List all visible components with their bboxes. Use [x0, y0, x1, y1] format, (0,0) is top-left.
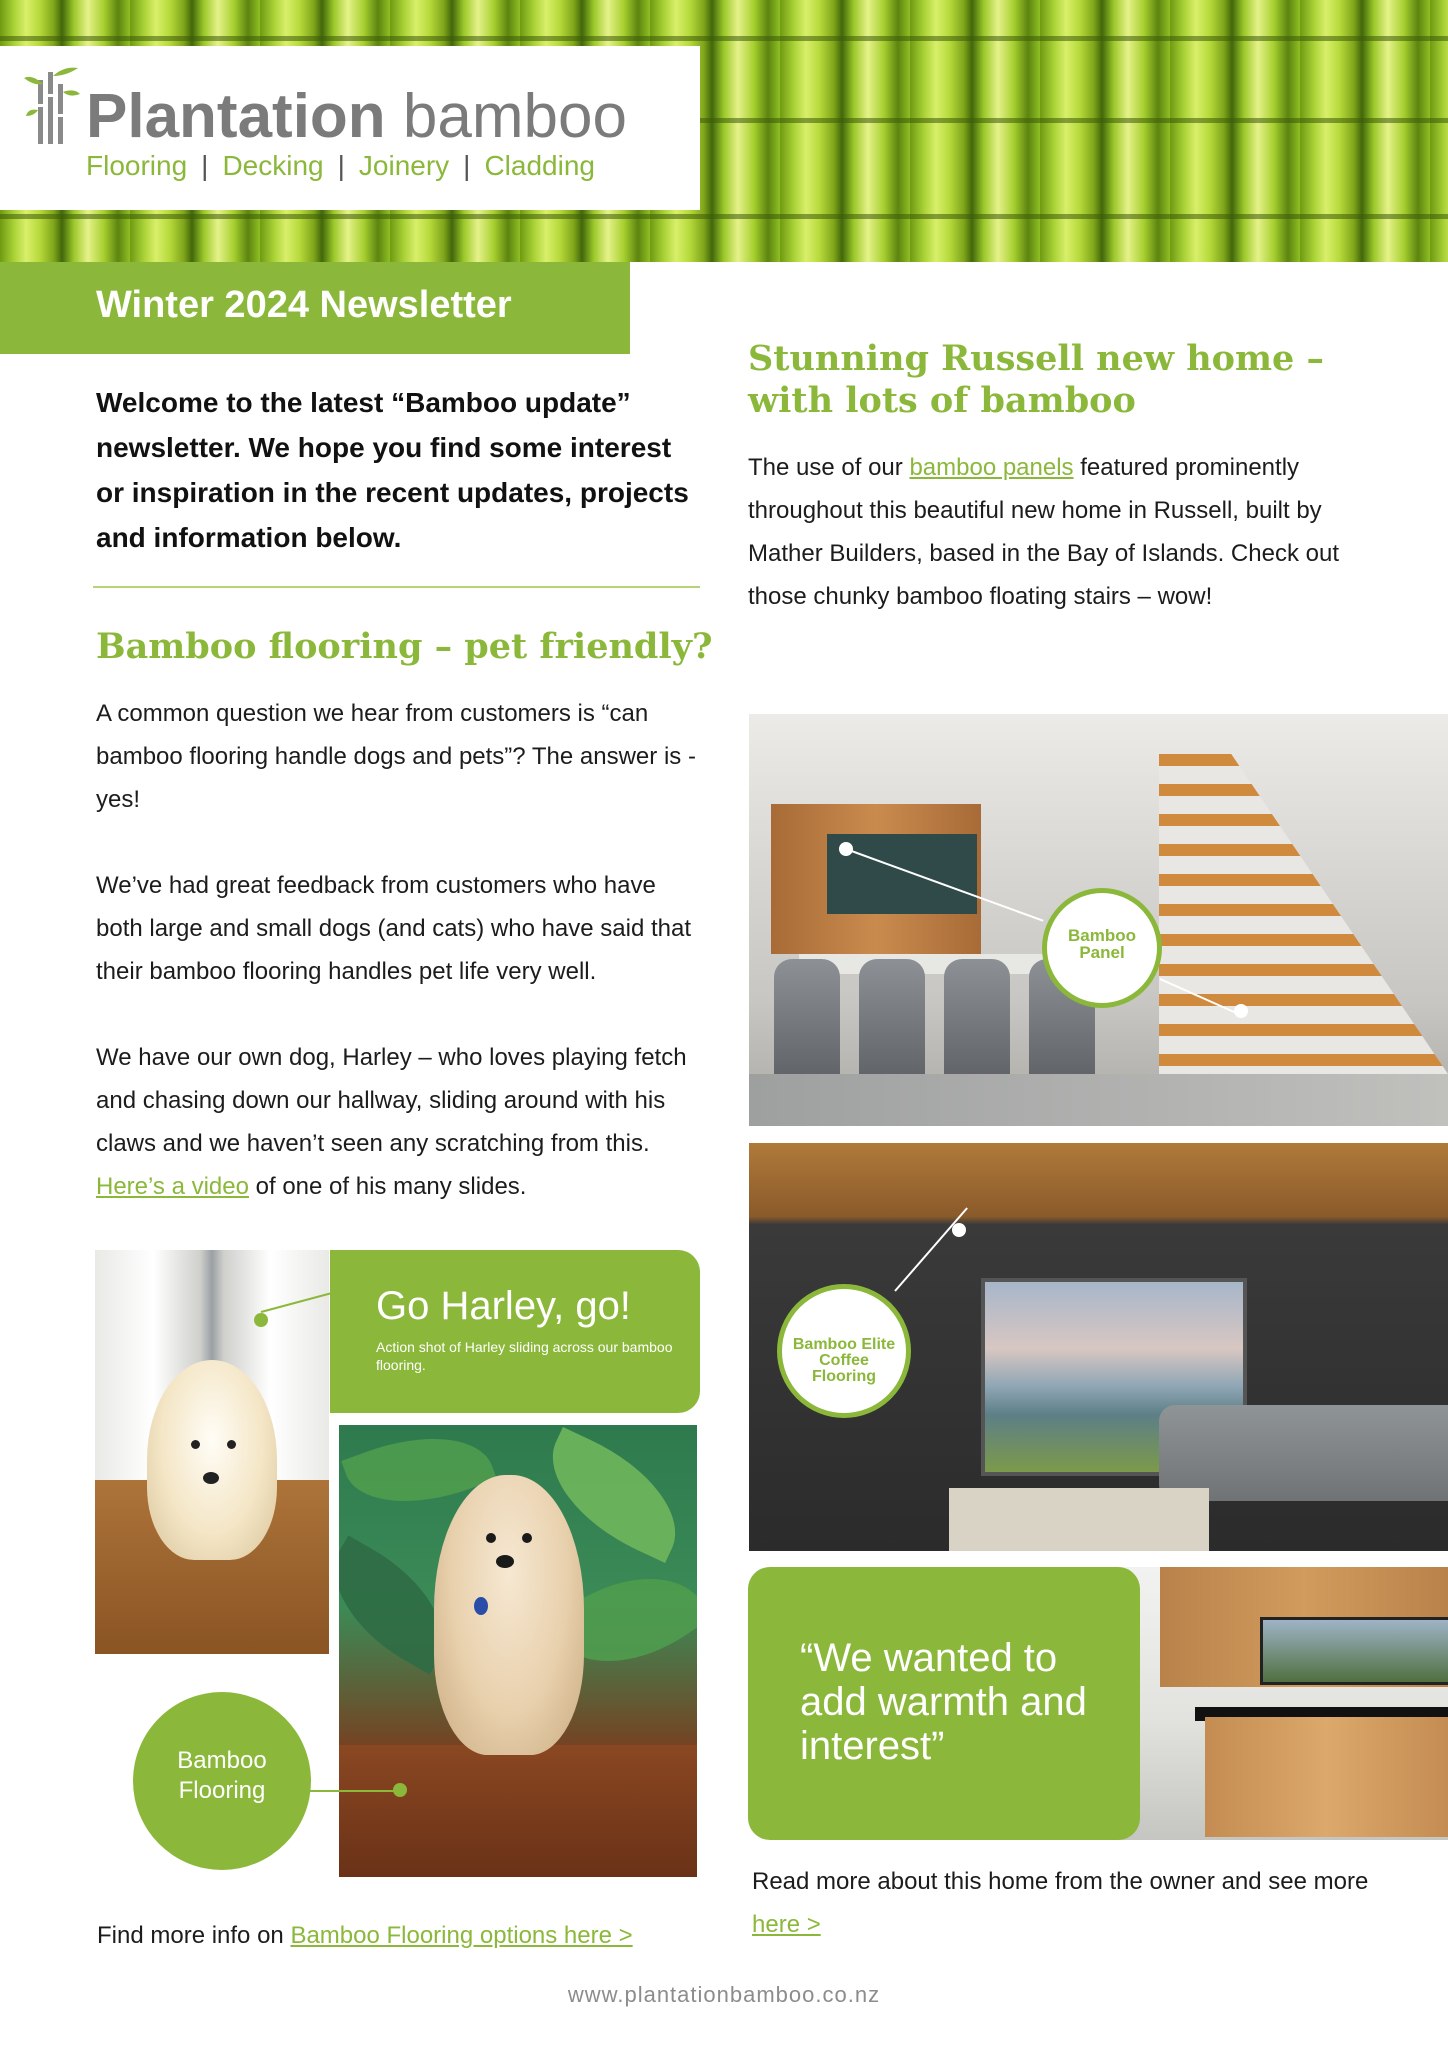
- brand-bold: Plantation: [86, 82, 386, 151]
- intro-text: Welcome to the latest “Bamboo update” newsletter. We hope you find some interest or inspiration in the recent updates, projects and information below.: [96, 387, 689, 553]
- find-more-text: [97, 1918, 633, 1954]
- brand-categories: [86, 150, 595, 182]
- harley-caption-box: [330, 1250, 700, 1413]
- panel-pointer-dot: [839, 842, 853, 856]
- harley-caption-title: Go Harley, go!: [376, 1284, 631, 1328]
- harley-video-link[interactable]: Here’s a video: [96, 1173, 249, 1200]
- category-flooring: Flooring: [86, 150, 188, 181]
- category-separator: |: [201, 150, 209, 181]
- pet-paragraph-3-text-end: of one of his many slides.: [248, 1173, 527, 1200]
- pet-heading: Bamboo flooring – pet friendly?: [96, 626, 713, 667]
- brand-name: [86, 82, 627, 152]
- harley-hallway-photo: [95, 1250, 329, 1654]
- pet-paragraph-3: [96, 1036, 706, 1208]
- bamboo-elite-callout: [777, 1284, 911, 1418]
- stairs-pointer-dot: [1234, 1004, 1248, 1018]
- pet-paragraph-2: We’ve had great feedback from customers who have both large and small dogs (and cats) who have said that their bamboo flooring handles pet life very well.: [96, 872, 692, 985]
- callout-panel-line-2: Panel: [1079, 943, 1125, 962]
- callout-floor-line-1: Bamboo Elite: [792, 1336, 896, 1353]
- harley-pointer-dot: [254, 1313, 268, 1327]
- callout-panel-line-1: Bamboo: [1068, 926, 1136, 945]
- divider: [93, 586, 700, 588]
- flooring-pointer-line: [308, 1790, 400, 1792]
- badge-line-1: Bamboo: [177, 1747, 267, 1774]
- flooring-options-link[interactable]: Bamboo Flooring options here >: [290, 1922, 633, 1949]
- russell-paragraph: [748, 446, 1368, 618]
- pet-paragraph-1: A common question we hear from customers is “can bamboo flooring handle dogs and pets”? The answer is - yes!: [96, 700, 696, 813]
- russell-paragraph-text-end: featured prominently throughout this beautiful new home in Russell, built by Mather Builders, based in the Bay of Islands. Check out those chunky bamboo floating stairs – wow!: [748, 454, 1339, 610]
- callout-floor-line-2: Coffee: [819, 1352, 869, 1369]
- harley-sitting-photo: [339, 1425, 697, 1877]
- footer-url[interactable]: www.plantationbamboo.co.nz: [567, 1982, 881, 2007]
- floor-pointer-dot: [952, 1223, 966, 1237]
- read-more-text: [752, 1860, 1372, 1946]
- category-separator: |: [463, 150, 471, 181]
- category-decking: Decking: [222, 150, 324, 181]
- category-cladding: Cladding: [484, 150, 595, 181]
- pet-paragraph-3-text: We have our own dog, Harley – who loves playing fetch and chasing down our hallway, sliding around with his claws and we haven’t seen any scratching from this.: [96, 1044, 687, 1157]
- read-more-link[interactable]: here >: [752, 1911, 821, 1938]
- bamboo-panels-link[interactable]: bamboo panels: [909, 454, 1074, 481]
- read-more-label: Read more about this home from the owner and see more: [752, 1868, 1369, 1895]
- badge-line-2: Flooring: [178, 1777, 266, 1804]
- category-separator: |: [337, 150, 345, 181]
- category-joinery: Joinery: [358, 150, 450, 181]
- callout-floor-line-3: Flooring: [812, 1368, 876, 1385]
- bamboo-flooring-badge-label: [133, 1746, 311, 1806]
- owner-quote: “We wanted to add warmth and interest”: [800, 1636, 1087, 1768]
- find-more-label: Find more info on: [97, 1922, 291, 1949]
- newsletter-title: Winter 2024 Newsletter: [96, 284, 512, 326]
- russell-heading: Stunning Russell new home – with lots of bamboo: [748, 338, 1324, 421]
- harley-caption-text: Action shot of Harley sliding across our bamboo flooring.: [376, 1339, 673, 1373]
- flooring-pointer-dot: [393, 1783, 407, 1797]
- bamboo-stalk-icon: [24, 64, 80, 146]
- brand-light: bamboo: [402, 82, 627, 151]
- russell-paragraph-text: The use of our: [748, 454, 910, 481]
- russell-kitchen-photo: [1110, 1567, 1448, 1840]
- bamboo-panel-callout: [1042, 888, 1162, 1008]
